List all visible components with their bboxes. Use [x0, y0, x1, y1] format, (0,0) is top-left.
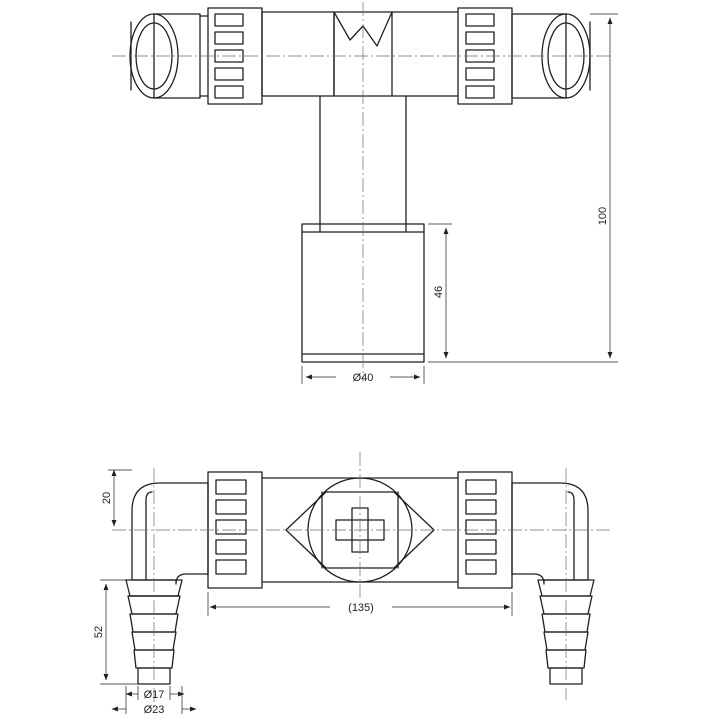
dim-label-diameter-40: Ø40 — [352, 372, 374, 384]
left-elbow — [132, 483, 208, 584]
dim-label-100: 100 — [597, 206, 609, 226]
dim-label-52: 52 — [93, 625, 105, 639]
top-view-fitting — [130, 8, 590, 362]
dim-label-diameter-23: Ø23 — [143, 704, 165, 716]
dim-label-diameter-17: Ø17 — [143, 689, 165, 701]
dim-label-46: 46 — [433, 285, 445, 299]
dim-label-135: (135) — [348, 602, 374, 614]
dimension-labels — [93, 207, 609, 716]
dim-label-20: 20 — [101, 491, 113, 505]
tee-body — [262, 12, 392, 96]
right-elbow — [512, 483, 588, 584]
